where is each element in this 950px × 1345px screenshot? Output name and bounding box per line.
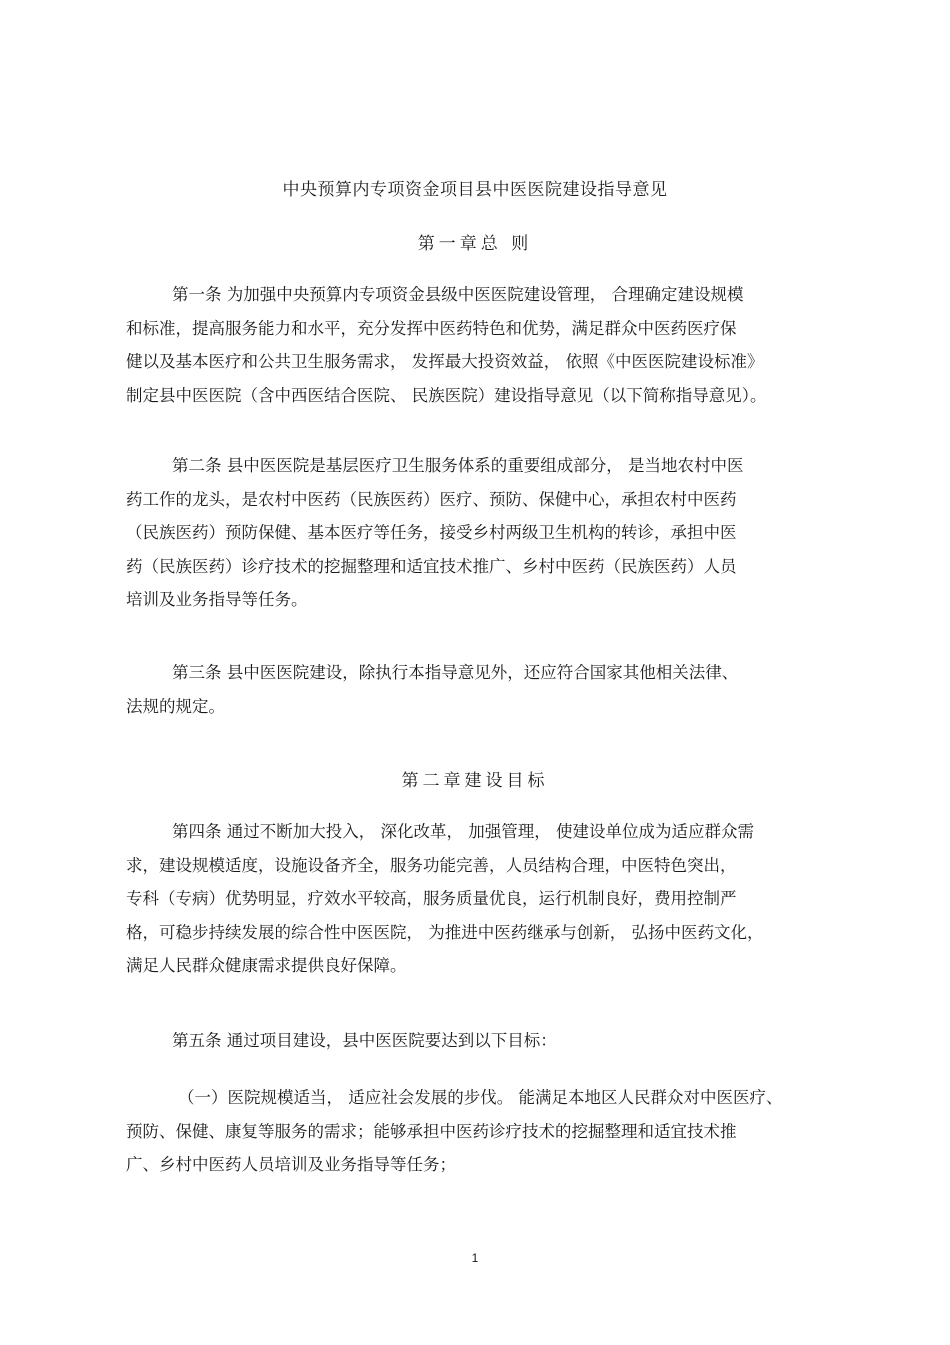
- article-2-paragraph: [126, 449, 838, 617]
- paragraph-line: 格，可稳步持续发展的综合性中医医院， 为推进中医药继承与创新， 弘扬中医药文化，: [126, 922, 764, 942]
- paragraph-line: 第三条 县中医医院建设，除执行本指导意见外，还应符合国家其他相关法律、: [172, 663, 739, 682]
- chapter-heading-1: 第一章总 则: [417, 234, 533, 254]
- paragraph-line: 第五条 通过项目建设，县中医医院要达到以下目标：: [172, 1031, 557, 1050]
- article-5-paragraph: [126, 1024, 838, 1058]
- article-4-paragraph: [126, 815, 838, 983]
- paragraph-line: 和标准，提高服务能力和水平，充分发挥中医药特色和优势，满足群众中医药医疗保: [126, 318, 737, 338]
- paragraph-line: 求，建设规模适度，设施设备齐全，服务功能完善，人员结构合理，中医特色突出，: [126, 855, 737, 875]
- paragraph-line: 药（民族医药）诊疗技术的挖掘整理和适宜技术推广、乡村中医药（民族医药）人员: [126, 556, 737, 576]
- chapter-heading-2: 第二章建设目标: [401, 771, 549, 791]
- paragraph-line: 法规的规定。: [126, 696, 225, 716]
- paragraph-line: 满足人民群众健康需求提供良好保障。: [126, 956, 407, 975]
- paragraph-line: 广、乡村中医药人员培训及业务指导等任务；: [126, 1155, 456, 1174]
- paragraph-line: 药工作的龙头，是农村中医药（民族医药）医疗、预防、保健中心，承担农村中医药: [126, 489, 737, 509]
- document-title: 中央预算内专项资金项目县中医医院建设指导意见: [282, 180, 668, 200]
- paragraph-line: 培训及业务指导等任务。: [126, 590, 308, 609]
- paragraph-line: 第二条 县中医医院是基层医疗卫生服务体系的重要组成部分， 是当地农村中医: [172, 456, 744, 475]
- item-1-paragraph: [126, 1081, 838, 1182]
- page-number: 1: [471, 1251, 479, 1265]
- paragraph-line: 专科（专病）优势明显，疗效水平较高，服务质量优良，运行机制良好，费用控制严: [126, 889, 737, 908]
- paragraph-line: 第四条 通过不断加大投入， 深化改革， 加强管理， 使建设单位成为适应群众需: [172, 822, 754, 841]
- paragraph-line: 第一条 为加强中央预算内专项资金县级中医医院建设管理， 合理确定建设规模: [172, 285, 744, 304]
- paragraph-line: （民族医药）预防保健、基本医疗等任务，接受乡村两级卫生机构的转诊，承担中医: [126, 523, 737, 542]
- paragraph-line: 预防、保健、康复等服务的需求；能够承担中医药诊疗技术的挖掘整理和适宜技术推: [126, 1121, 737, 1141]
- paragraph-line: 健以及基本医疗和公共卫生服务需求， 发挥最大投资效益， 依照《中医医院建设标准》: [126, 352, 764, 371]
- paragraph-line: 制定县中医医院（含中西医结合医院、 民族医院）建设指导意见（以下简称指导意见）。: [126, 385, 767, 405]
- paragraph-line: （一）医院规模适当， 适应社会发展的步伐。 能满足本地区人民群众对中医医疗、: [178, 1088, 783, 1107]
- article-3-paragraph: [126, 656, 838, 723]
- article-1-paragraph: [126, 278, 838, 412]
